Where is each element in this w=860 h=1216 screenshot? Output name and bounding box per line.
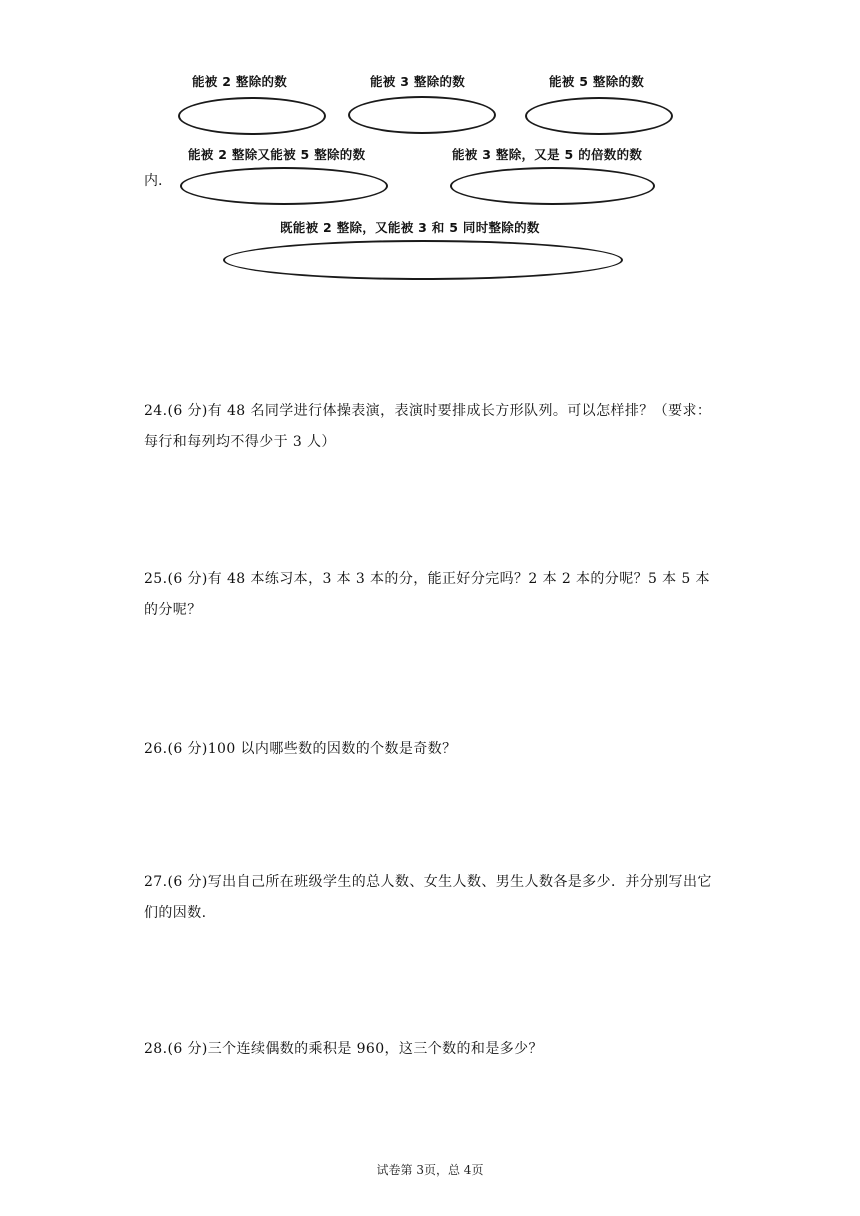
question-score: (6 分) <box>167 571 208 587</box>
oval-divisible-by-5[interactable] <box>525 97 673 135</box>
question-number: 27. <box>144 874 168 890</box>
oval-divisible-by-2-3-5[interactable] <box>223 240 623 280</box>
question-text: 三个连续偶数的乘积是 960，这三个数的和是多少？ <box>207 1041 543 1057</box>
question-text: 写出自己所在班级学生的总人数、女生人数、男生人数各是多少．并分别写出它们的因数. <box>144 874 712 921</box>
label-divisible-by-2-3-5: 既能被 2 整除，又能被 3 和 5 同时整除的数 <box>280 220 540 235</box>
label-divisible-by-3-multiple-of-5: 能被 3 整除，又是 5 的倍数的数 <box>452 147 643 162</box>
question-score: (6 分) <box>167 741 208 757</box>
label-divisible-by-2: 能被 2 整除的数 <box>192 74 288 89</box>
question-26 <box>144 734 724 765</box>
label-divisible-by-2-and-5: 能被 2 整除又能被 5 整除的数 <box>188 147 366 162</box>
question-text: 有 48 名同学进行体操表演，表演时要排成长方形队列。可以怎样排？（要求：每行和每列均不得少于 3 人） <box>144 403 712 450</box>
question-number: 25. <box>144 571 168 587</box>
question-text: 100 以内哪些数的因数的个数是奇数？ <box>207 741 457 757</box>
oval-divisible-by-3[interactable] <box>348 96 496 134</box>
question-score: (6 分) <box>167 874 208 890</box>
label-divisible-by-3: 能被 3 整除的数 <box>370 74 466 89</box>
oval-divisible-by-3-multiple-of-5[interactable] <box>450 167 655 205</box>
label-divisible-by-5: 能被 5 整除的数 <box>549 74 645 89</box>
page-footer: 试卷第 3页，总 4页 <box>376 1163 484 1177</box>
question-25 <box>144 564 724 626</box>
oval-divisible-by-2[interactable] <box>178 97 326 135</box>
question-number: 24. <box>144 403 168 419</box>
question-text: 有 48 本练习本，3 本 3 本的分，能正好分完吗？2 本 2 本的分呢？5 本 5 本的分呢？ <box>144 571 710 618</box>
question-score: (6 分) <box>167 403 208 419</box>
figure-prefix: 内. <box>144 173 163 189</box>
question-number: 28. <box>144 1041 168 1057</box>
question-24 <box>144 396 724 458</box>
question-28 <box>144 1034 724 1065</box>
question-27 <box>144 867 724 929</box>
oval-divisible-by-2-and-5[interactable] <box>180 167 388 205</box>
question-score: (6 分) <box>167 1041 208 1057</box>
question-number: 26. <box>144 741 168 757</box>
